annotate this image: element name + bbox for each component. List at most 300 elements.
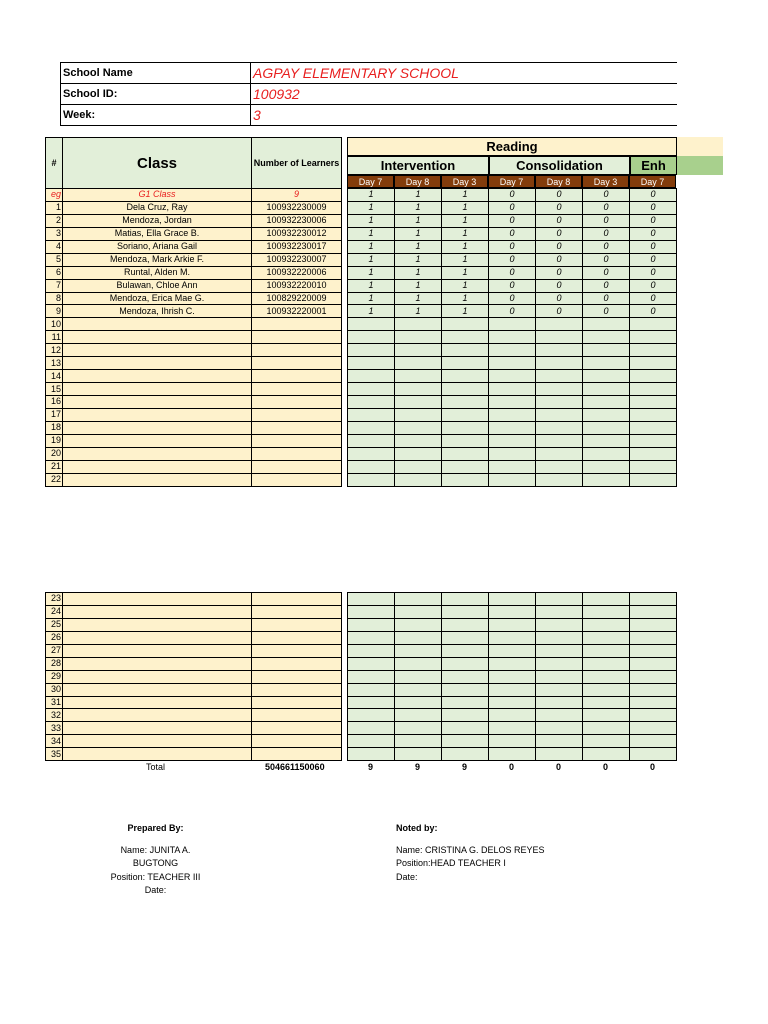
grid-cell[interactable]: [630, 408, 677, 421]
grid-cell[interactable]: 0: [583, 189, 630, 202]
row-name[interactable]: [63, 696, 252, 709]
row-name[interactable]: [63, 460, 252, 473]
grid-cell[interactable]: [536, 670, 583, 683]
grid-cell[interactable]: [442, 748, 489, 761]
grid-cell[interactable]: [583, 421, 630, 434]
grid-cell[interactable]: [536, 618, 583, 631]
grid-cell[interactable]: 0: [536, 189, 583, 202]
row-name[interactable]: [63, 683, 252, 696]
grid-cell[interactable]: [395, 722, 442, 735]
grid-cell[interactable]: [348, 408, 395, 421]
grid-cell[interactable]: [348, 318, 395, 331]
row-lrn[interactable]: [252, 357, 342, 370]
row-lrn[interactable]: [252, 408, 342, 421]
row-lrn[interactable]: [252, 709, 342, 722]
grid-cell[interactable]: [489, 683, 536, 696]
grid-cell[interactable]: [442, 593, 489, 606]
grid-cell[interactable]: [348, 709, 395, 722]
grid-cell[interactable]: [536, 383, 583, 396]
grid-cell[interactable]: [348, 370, 395, 383]
grid-cell[interactable]: 0: [630, 227, 677, 240]
grid-cell[interactable]: 0: [536, 292, 583, 305]
grid-cell[interactable]: 1: [348, 214, 395, 227]
grid-cell[interactable]: 1: [348, 253, 395, 266]
grid-cell[interactable]: 0: [583, 227, 630, 240]
row-name[interactable]: [63, 631, 252, 644]
row-name[interactable]: [63, 605, 252, 618]
grid-cell[interactable]: 0: [536, 253, 583, 266]
grid-cell[interactable]: [395, 593, 442, 606]
grid-cell[interactable]: [630, 722, 677, 735]
grid-cell[interactable]: 1: [348, 266, 395, 279]
row-name[interactable]: Mendoza, Mark Arkie F.: [63, 253, 252, 266]
grid-cell[interactable]: [536, 447, 583, 460]
grid-cell[interactable]: [536, 357, 583, 370]
grid-cell[interactable]: [489, 460, 536, 473]
row-lrn[interactable]: [252, 318, 342, 331]
grid-cell[interactable]: [583, 473, 630, 486]
grid-cell[interactable]: 1: [395, 240, 442, 253]
grid-cell[interactable]: [583, 408, 630, 421]
grid-cell[interactable]: [536, 344, 583, 357]
grid-cell[interactable]: [395, 357, 442, 370]
grid-cell[interactable]: [630, 460, 677, 473]
row-lrn[interactable]: 100932220006: [252, 266, 342, 279]
grid-cell[interactable]: [583, 735, 630, 748]
grid-cell[interactable]: [348, 696, 395, 709]
row-lrn[interactable]: [252, 331, 342, 344]
grid-cell[interactable]: 1: [348, 189, 395, 202]
grid-cell[interactable]: [630, 473, 677, 486]
grid-cell[interactable]: [395, 657, 442, 670]
grid-cell[interactable]: [536, 657, 583, 670]
grid-cell[interactable]: [583, 331, 630, 344]
grid-cell[interactable]: [630, 357, 677, 370]
grid-cell[interactable]: [536, 735, 583, 748]
row-name[interactable]: [63, 370, 252, 383]
grid-cell[interactable]: 0: [489, 214, 536, 227]
grid-cell[interactable]: 1: [348, 201, 395, 214]
grid-cell[interactable]: [630, 331, 677, 344]
grid-cell[interactable]: 0: [489, 266, 536, 279]
grid-cell[interactable]: 1: [395, 214, 442, 227]
grid-cell[interactable]: 1: [395, 305, 442, 318]
row-lrn[interactable]: [252, 344, 342, 357]
grid-cell[interactable]: [489, 696, 536, 709]
grid-cell[interactable]: [630, 670, 677, 683]
grid-cell[interactable]: [442, 473, 489, 486]
grid-cell[interactable]: [583, 709, 630, 722]
grid-cell[interactable]: 0: [630, 201, 677, 214]
grid-cell[interactable]: 0: [489, 189, 536, 202]
grid-cell[interactable]: [395, 460, 442, 473]
grid-cell[interactable]: 0: [489, 253, 536, 266]
grid-cell[interactable]: [395, 331, 442, 344]
grid-cell[interactable]: 0: [583, 266, 630, 279]
grid-cell[interactable]: 0: [630, 266, 677, 279]
grid-cell[interactable]: 0: [583, 292, 630, 305]
grid-cell[interactable]: [630, 318, 677, 331]
grid-cell[interactable]: 0: [630, 189, 677, 202]
grid-cell[interactable]: [583, 396, 630, 409]
row-name[interactable]: [63, 357, 252, 370]
grid-cell[interactable]: 1: [395, 201, 442, 214]
grid-cell[interactable]: [442, 631, 489, 644]
grid-cell[interactable]: [348, 670, 395, 683]
grid-cell[interactable]: [395, 318, 442, 331]
grid-cell[interactable]: [395, 618, 442, 631]
grid-cell[interactable]: [489, 396, 536, 409]
grid-cell[interactable]: [489, 344, 536, 357]
grid-cell[interactable]: 1: [395, 279, 442, 292]
row-name[interactable]: [63, 447, 252, 460]
grid-cell[interactable]: [489, 735, 536, 748]
grid-cell[interactable]: [442, 696, 489, 709]
row-name[interactable]: Bulawan, Chloe Ann: [63, 279, 252, 292]
grid-cell[interactable]: [536, 370, 583, 383]
grid-cell[interactable]: [348, 618, 395, 631]
row-learners[interactable]: 9: [252, 189, 342, 202]
row-lrn[interactable]: 100932230007: [252, 253, 342, 266]
grid-cell[interactable]: 0: [630, 240, 677, 253]
grid-cell[interactable]: [583, 383, 630, 396]
grid-cell[interactable]: 0: [583, 305, 630, 318]
grid-cell[interactable]: [583, 460, 630, 473]
school-name-value[interactable]: AGPAY ELEMENTARY SCHOOL: [251, 63, 678, 84]
grid-cell[interactable]: 0: [489, 227, 536, 240]
grid-cell[interactable]: 0: [489, 240, 536, 253]
grid-cell[interactable]: 0: [536, 214, 583, 227]
grid-cell[interactable]: [489, 370, 536, 383]
grid-cell[interactable]: [395, 735, 442, 748]
row-lrn[interactable]: [252, 696, 342, 709]
grid-cell[interactable]: [442, 318, 489, 331]
grid-cell[interactable]: [583, 434, 630, 447]
grid-cell[interactable]: [630, 344, 677, 357]
grid-cell[interactable]: 0: [489, 201, 536, 214]
grid-cell[interactable]: [489, 318, 536, 331]
grid-cell[interactable]: [442, 657, 489, 670]
row-name[interactable]: [63, 657, 252, 670]
grid-cell[interactable]: [630, 605, 677, 618]
row-lrn[interactable]: [252, 370, 342, 383]
row-name[interactable]: Mendoza, Ihrish C.: [63, 305, 252, 318]
grid-cell[interactable]: [630, 631, 677, 644]
grid-cell[interactable]: [348, 344, 395, 357]
row-lrn[interactable]: [252, 383, 342, 396]
grid-cell[interactable]: [489, 593, 536, 606]
row-lrn[interactable]: [252, 434, 342, 447]
grid-cell[interactable]: [442, 722, 489, 735]
grid-cell[interactable]: [630, 396, 677, 409]
grid-cell[interactable]: 1: [442, 253, 489, 266]
grid-cell[interactable]: [489, 657, 536, 670]
grid-cell[interactable]: [348, 473, 395, 486]
grid-cell[interactable]: [489, 748, 536, 761]
row-name[interactable]: Soriano, Ariana Gail: [63, 240, 252, 253]
row-name[interactable]: [63, 618, 252, 631]
grid-cell[interactable]: [395, 709, 442, 722]
grid-cell[interactable]: [442, 383, 489, 396]
row-lrn[interactable]: 100932230012: [252, 227, 342, 240]
grid-cell[interactable]: [630, 657, 677, 670]
row-name[interactable]: [63, 408, 252, 421]
grid-cell[interactable]: [630, 447, 677, 460]
grid-cell[interactable]: 1: [395, 227, 442, 240]
row-lrn[interactable]: [252, 644, 342, 657]
grid-cell[interactable]: [630, 434, 677, 447]
row-lrn[interactable]: [252, 631, 342, 644]
row-lrn[interactable]: [252, 396, 342, 409]
grid-cell[interactable]: [489, 434, 536, 447]
grid-cell[interactable]: [489, 421, 536, 434]
row-name[interactable]: Runtal, Alden M.: [63, 266, 252, 279]
grid-cell[interactable]: [395, 434, 442, 447]
grid-cell[interactable]: [583, 318, 630, 331]
grid-cell[interactable]: [630, 748, 677, 761]
grid-cell[interactable]: [630, 618, 677, 631]
row-lrn[interactable]: [252, 735, 342, 748]
grid-cell[interactable]: [536, 396, 583, 409]
grid-cell[interactable]: [536, 631, 583, 644]
grid-cell[interactable]: [442, 344, 489, 357]
grid-cell[interactable]: [348, 748, 395, 761]
grid-cell[interactable]: [442, 670, 489, 683]
grid-cell[interactable]: [348, 460, 395, 473]
row-lrn[interactable]: [252, 447, 342, 460]
grid-cell[interactable]: [630, 709, 677, 722]
grid-cell[interactable]: [395, 748, 442, 761]
grid-cell[interactable]: [536, 696, 583, 709]
grid-cell[interactable]: [536, 683, 583, 696]
row-name[interactable]: [63, 396, 252, 409]
row-name[interactable]: [63, 670, 252, 683]
grid-cell[interactable]: [583, 357, 630, 370]
grid-cell[interactable]: [536, 748, 583, 761]
row-lrn[interactable]: [252, 593, 342, 606]
row-lrn[interactable]: 100829220009: [252, 292, 342, 305]
grid-cell[interactable]: [348, 605, 395, 618]
grid-cell[interactable]: [395, 396, 442, 409]
grid-cell[interactable]: [630, 644, 677, 657]
grid-cell[interactable]: [536, 722, 583, 735]
grid-cell[interactable]: [442, 605, 489, 618]
grid-cell[interactable]: [583, 748, 630, 761]
grid-cell[interactable]: [348, 357, 395, 370]
grid-cell[interactable]: [536, 605, 583, 618]
grid-cell[interactable]: [395, 605, 442, 618]
grid-cell[interactable]: [442, 644, 489, 657]
row-lrn[interactable]: [252, 683, 342, 696]
row-lrn[interactable]: [252, 421, 342, 434]
row-lrn[interactable]: 100932230006: [252, 214, 342, 227]
grid-cell[interactable]: [395, 696, 442, 709]
grid-cell[interactable]: 1: [348, 305, 395, 318]
grid-cell[interactable]: [536, 460, 583, 473]
grid-cell[interactable]: [583, 447, 630, 460]
school-id-value[interactable]: 100932: [251, 84, 678, 105]
grid-cell[interactable]: [630, 696, 677, 709]
grid-cell[interactable]: [442, 460, 489, 473]
grid-cell[interactable]: 0: [489, 279, 536, 292]
grid-cell[interactable]: [630, 383, 677, 396]
grid-cell[interactable]: [489, 644, 536, 657]
grid-cell[interactable]: [583, 657, 630, 670]
row-lrn[interactable]: 100932220010: [252, 279, 342, 292]
row-name[interactable]: [63, 434, 252, 447]
grid-cell[interactable]: 0: [630, 214, 677, 227]
grid-cell[interactable]: 0: [583, 253, 630, 266]
grid-cell[interactable]: [348, 434, 395, 447]
grid-cell[interactable]: [395, 644, 442, 657]
grid-cell[interactable]: [536, 421, 583, 434]
grid-cell[interactable]: [442, 709, 489, 722]
row-name[interactable]: [63, 748, 252, 761]
grid-cell[interactable]: [583, 683, 630, 696]
grid-cell[interactable]: [489, 331, 536, 344]
row-name[interactable]: [63, 722, 252, 735]
grid-cell[interactable]: [395, 473, 442, 486]
grid-cell[interactable]: 0: [536, 305, 583, 318]
grid-cell[interactable]: 0: [583, 214, 630, 227]
row-lrn[interactable]: [252, 670, 342, 683]
row-lrn[interactable]: 100932230009: [252, 201, 342, 214]
grid-cell[interactable]: 0: [630, 279, 677, 292]
row-name[interactable]: Mendoza, Erica Mae G.: [63, 292, 252, 305]
grid-cell[interactable]: [489, 447, 536, 460]
grid-cell[interactable]: 0: [536, 201, 583, 214]
grid-cell[interactable]: 1: [395, 189, 442, 202]
grid-cell[interactable]: [442, 421, 489, 434]
grid-cell[interactable]: [442, 370, 489, 383]
row-name[interactable]: [63, 473, 252, 486]
grid-cell[interactable]: [442, 396, 489, 409]
grid-cell[interactable]: [348, 722, 395, 735]
grid-cell[interactable]: 0: [536, 266, 583, 279]
grid-cell[interactable]: [348, 396, 395, 409]
grid-cell[interactable]: 0: [630, 253, 677, 266]
grid-cell[interactable]: 0: [583, 279, 630, 292]
grid-cell[interactable]: [489, 709, 536, 722]
grid-cell[interactable]: [630, 370, 677, 383]
row-class[interactable]: G1 Class: [63, 189, 252, 202]
grid-cell[interactable]: 1: [395, 266, 442, 279]
grid-cell[interactable]: [583, 722, 630, 735]
grid-cell[interactable]: [536, 644, 583, 657]
grid-cell[interactable]: 0: [536, 227, 583, 240]
grid-cell[interactable]: [348, 421, 395, 434]
grid-cell[interactable]: [395, 408, 442, 421]
grid-cell[interactable]: [442, 447, 489, 460]
grid-cell[interactable]: [348, 657, 395, 670]
grid-cell[interactable]: [583, 631, 630, 644]
grid-cell[interactable]: [348, 631, 395, 644]
row-name[interactable]: [63, 344, 252, 357]
row-lrn[interactable]: [252, 473, 342, 486]
grid-cell[interactable]: [395, 447, 442, 460]
grid-cell[interactable]: [583, 618, 630, 631]
grid-cell[interactable]: 1: [442, 214, 489, 227]
grid-cell[interactable]: 0: [536, 240, 583, 253]
grid-cell[interactable]: [536, 331, 583, 344]
grid-cell[interactable]: 1: [348, 240, 395, 253]
row-name[interactable]: [63, 318, 252, 331]
row-name[interactable]: [63, 709, 252, 722]
grid-cell[interactable]: [395, 370, 442, 383]
grid-cell[interactable]: [442, 331, 489, 344]
row-name[interactable]: [63, 331, 252, 344]
grid-cell[interactable]: [583, 696, 630, 709]
grid-cell[interactable]: [489, 670, 536, 683]
grid-cell[interactable]: 1: [442, 266, 489, 279]
grid-cell[interactable]: [630, 735, 677, 748]
row-lrn[interactable]: [252, 657, 342, 670]
grid-cell[interactable]: [442, 735, 489, 748]
grid-cell[interactable]: 1: [442, 292, 489, 305]
grid-cell[interactable]: [395, 383, 442, 396]
grid-cell[interactable]: 1: [442, 227, 489, 240]
grid-cell[interactable]: [348, 331, 395, 344]
grid-cell[interactable]: [630, 683, 677, 696]
grid-cell[interactable]: [583, 593, 630, 606]
grid-cell[interactable]: 1: [442, 305, 489, 318]
row-name[interactable]: [63, 421, 252, 434]
grid-cell[interactable]: 1: [348, 292, 395, 305]
grid-cell[interactable]: [536, 709, 583, 722]
grid-cell[interactable]: 1: [442, 279, 489, 292]
grid-cell[interactable]: [395, 683, 442, 696]
grid-cell[interactable]: [442, 357, 489, 370]
row-lrn[interactable]: [252, 618, 342, 631]
grid-cell[interactable]: [348, 644, 395, 657]
grid-cell[interactable]: 1: [442, 240, 489, 253]
row-name[interactable]: Matias, Ella Grace B.: [63, 227, 252, 240]
grid-cell[interactable]: [489, 408, 536, 421]
grid-cell[interactable]: [442, 434, 489, 447]
grid-cell[interactable]: [630, 421, 677, 434]
row-name[interactable]: [63, 735, 252, 748]
grid-cell[interactable]: [442, 618, 489, 631]
grid-cell[interactable]: 0: [630, 292, 677, 305]
row-lrn[interactable]: 100932220001: [252, 305, 342, 318]
week-value[interactable]: 3: [251, 105, 678, 126]
row-name[interactable]: Mendoza, Jordan: [63, 214, 252, 227]
row-name[interactable]: [63, 383, 252, 396]
grid-cell[interactable]: [583, 344, 630, 357]
grid-cell[interactable]: [489, 357, 536, 370]
grid-cell[interactable]: [630, 593, 677, 606]
grid-cell[interactable]: 1: [395, 253, 442, 266]
grid-cell[interactable]: [348, 593, 395, 606]
grid-cell[interactable]: 0: [583, 240, 630, 253]
grid-cell[interactable]: [489, 631, 536, 644]
grid-cell[interactable]: [583, 370, 630, 383]
grid-cell[interactable]: 0: [536, 279, 583, 292]
grid-cell[interactable]: [348, 683, 395, 696]
grid-cell[interactable]: 1: [442, 201, 489, 214]
grid-cell[interactable]: [536, 473, 583, 486]
grid-cell[interactable]: [583, 670, 630, 683]
grid-cell[interactable]: [395, 421, 442, 434]
grid-cell[interactable]: [536, 434, 583, 447]
grid-cell[interactable]: [395, 344, 442, 357]
grid-cell[interactable]: [348, 447, 395, 460]
row-name[interactable]: [63, 644, 252, 657]
grid-cell[interactable]: 0: [489, 292, 536, 305]
grid-cell[interactable]: 0: [583, 201, 630, 214]
grid-cell[interactable]: [348, 735, 395, 748]
grid-cell[interactable]: [395, 670, 442, 683]
